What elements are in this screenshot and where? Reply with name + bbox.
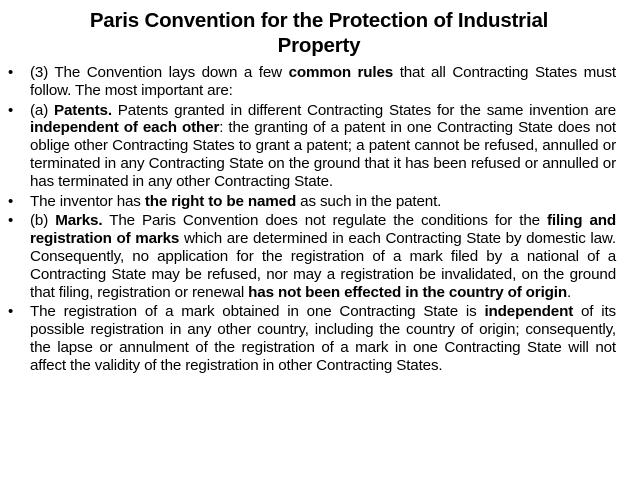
- bullet-text: The Paris Convention does not regulate the conditions for the: [102, 212, 547, 230]
- bullet-inventor: [8, 193, 616, 211]
- bullet-bold-text: the right to be named: [144, 192, 297, 210]
- bullet-text: of its possible registration in any other country, including the country of origin; consequently, the lapse or annulment of the registration of a mark in one Contracting State will not affect the validity of the registration in other Contracting States.: [30, 303, 616, 374]
- bullet-text: as such in the patent.: [296, 192, 442, 210]
- bullet-common-rules: [8, 64, 616, 100]
- bullet-text: .: [566, 283, 572, 301]
- bullet-patents: [8, 102, 616, 191]
- bullet-marker: •: [8, 303, 14, 321]
- bullet-mark-independence: [8, 303, 616, 374]
- slide-title-line-2: Property: [277, 34, 361, 57]
- slide-title: [40, 8, 598, 58]
- bullet-text: The registration of a mark obtained in one Contracting State is: [30, 303, 485, 321]
- bullet-text: (a): [30, 101, 55, 119]
- bullet-text: (b): [30, 212, 56, 230]
- bullet-bold-text: Patents.: [54, 101, 112, 119]
- bullet-bold-text: independent: [484, 303, 574, 321]
- bullet-marker: •: [8, 192, 14, 210]
- bullet-marker: •: [8, 101, 14, 119]
- bullet-text: The inventor has: [30, 192, 145, 210]
- bullet-text: which are determined in each Contracting State by domestic law. Consequently, no application for the registration of a mark filed by a national of a Contracting State may be refused, nor may a registration be invalidated, on the ground that filing, registration or renewal: [30, 230, 616, 301]
- bullet-bold-text: has not been effected in the country of origin: [248, 283, 567, 301]
- bullet-text: : the granting of a patent in one Contracting State does not oblige other Contracting States to grant a patent; a patent cannot be refused, annulled or terminated in any Contracting State on the ground that it has been refused or annulled or has terminated in any other Contracting State.: [30, 119, 616, 190]
- bullet-text: (3) The Convention lays down a few: [30, 64, 289, 81]
- bullet-bold-text: common rules: [288, 64, 394, 81]
- bullet-bold-text: Marks.: [55, 212, 103, 230]
- bullet-bold-text: filing and registration of marks: [30, 212, 616, 248]
- bullet-marker: •: [8, 64, 14, 81]
- bullet-marks: [8, 212, 616, 301]
- bullet-text: that all Contracting States must follow. The most important are:: [30, 64, 616, 99]
- bullet-marker: •: [8, 212, 14, 230]
- bullet-text: Patents granted in different Contracting States for the same invention are: [111, 101, 617, 119]
- bullet-bold-text: independent of each other: [30, 119, 220, 137]
- slide-title-line-1: Paris Convention for the Protection of Industrial: [89, 9, 549, 32]
- bullet-list: [8, 64, 616, 377]
